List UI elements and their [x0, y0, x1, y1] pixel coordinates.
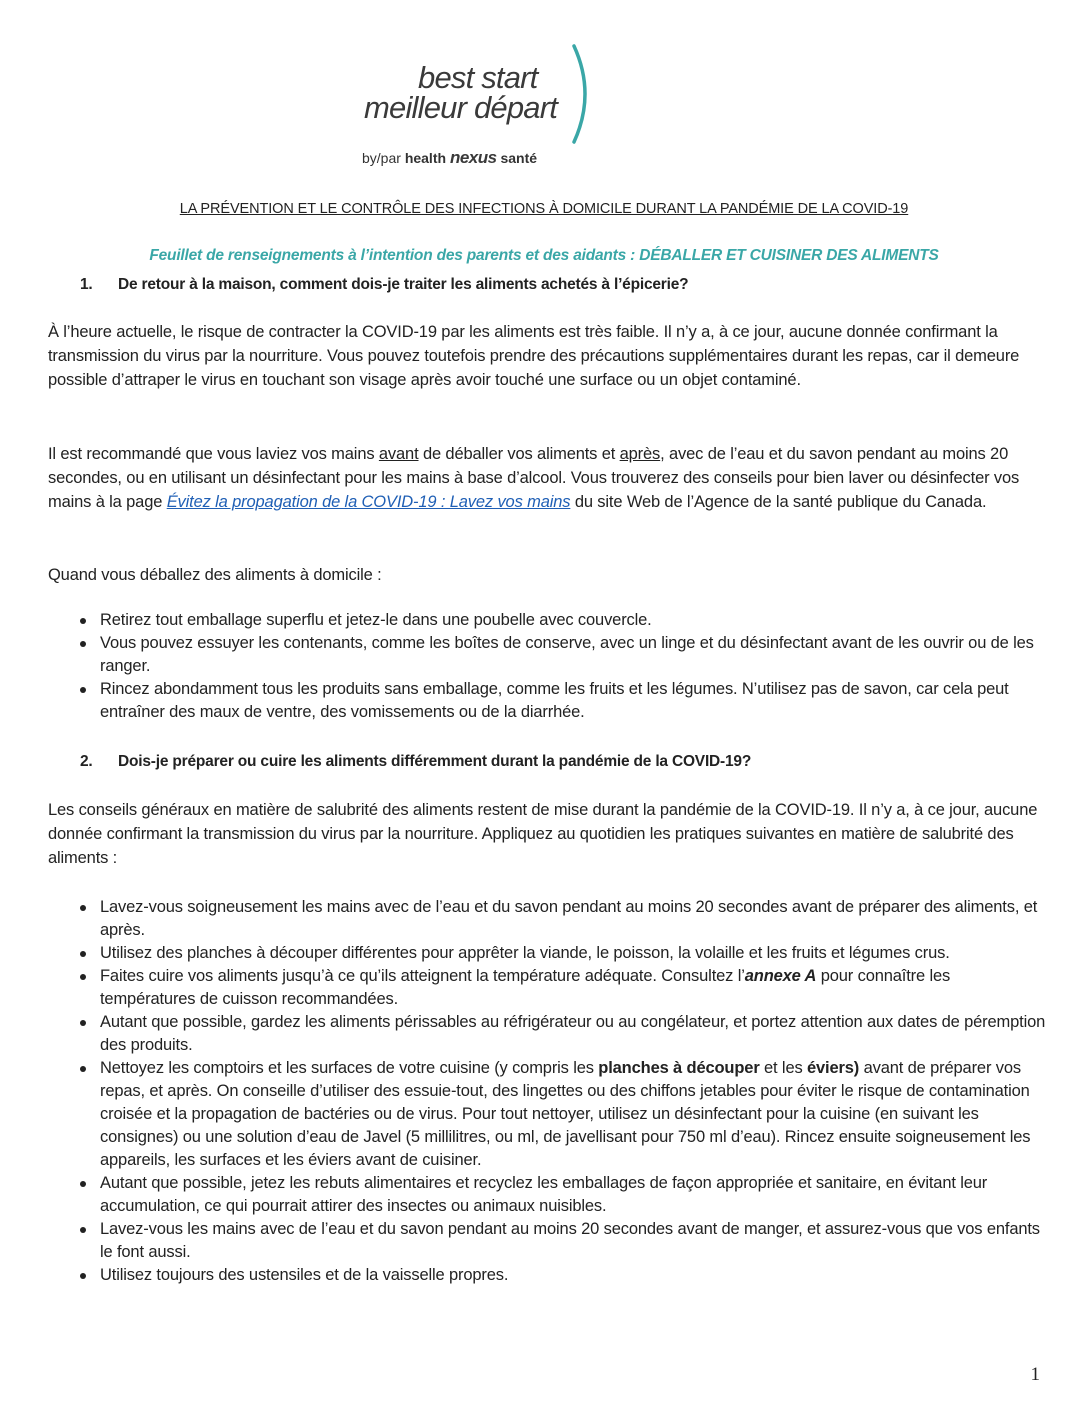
item-text: avant de préparer vos repas, et après. On conseille d’utiliser des essuie-tout, des lingettes ou des chiffons jetables pour éviter le risque de contamination croisée et la propagation de bactéries ou de virus. Pour tout nettoyer, utilisez un désinfectant pour la cuisine (en suivant les consignes) ou une solution d’eau de Javel (5 millilitres, ou ml, de javellisant pour 750 ml d’eau). Rincez ensuite soigneusement les appareils, les surfaces et les éviers avant de cuisiner.: [100, 1059, 1031, 1169]
list-item: Utilisez toujours des ustensiles et de la vaisselle propres.: [78, 1264, 1048, 1287]
para-text: de déballer vos aliments et: [418, 445, 620, 463]
emphasis-planches: planches à découper: [598, 1059, 760, 1077]
item-text: Faites cuire vos aliments jusqu’à ce qu’ils atteignent la température adéquate. Consultez l’: [100, 967, 745, 985]
emphasis-avant: avant: [378, 445, 419, 463]
para-text: , avec de l’eau et du savon pendant au moins 20 secondes, ou en utilisant un désinfectant pour les mains à base d’alcool. Vous trouverez des conseils pour bien laver ou désinfecter vos mains à la page: [48, 445, 1020, 511]
list-item: Lavez-vous les mains avec de l’eau et du savon pendant au moins 20 secondes avant de manger, et assurez-vous que vos enfants le font aussi.: [78, 1218, 1048, 1264]
byline-nexus: nexus: [449, 148, 497, 167]
list-item: Autant que possible, jetez les rebuts alimentaires et recyclez les emballages de façon appropriée et sanitaire, en évitant leur accumulation, ce qui pourrait attirer des insectes ou animaux nuisibles.: [78, 1172, 1048, 1218]
list-item: Autant que possible, gardez les aliments périssables au réfrigérateur ou au congélateur, et portez attention aux dates de péremption des produits.: [78, 1011, 1048, 1057]
section1-list-intro: Quand vous déballez des aliments à domicile :: [48, 566, 382, 584]
question-text: De retour à la maison, comment dois-je traiter les aliments achetés à l’épicerie?: [118, 276, 689, 293]
question-number: 2.: [80, 753, 93, 770]
item-text: Nettoyez les comptoirs et les surfaces de votre cuisine (y compris les: [100, 1059, 599, 1077]
question-2: [80, 753, 751, 771]
section1-bullet-list: [78, 609, 1048, 724]
document-subtitle: Feuillet de renseignements à l’intention des parents et des aidants : DÉBALLER ET CUISINER DES ALIMENTS: [149, 247, 939, 264]
item-text: pour connaître les températures de cuisson recommandées.: [100, 967, 951, 1008]
section2-bullet-list: [78, 896, 1048, 1287]
section2-paragraph-1: Les conseils généraux en matière de salubrité des aliments restent de mise durant la pandémie de la COVID-19. Il n’y a, à ce jour, aucune donnée confirmant la transmission du virus par la nourriture. Appliquez au quotidien les pratiques suivantes en matière de salubrité des aliments :: [48, 801, 1038, 867]
logo-line-1: best start: [418, 60, 538, 95]
list-item: [78, 1057, 1048, 1172]
phac-handwashing-link[interactable]: Évitez la propagation de la COVID-19 : Lavez vos mains: [166, 493, 571, 511]
item-text: et les: [759, 1059, 807, 1077]
list-item: Vous pouvez essuyer les contenants, comme les boîtes de conserve, avec un linge et du désinfectant avant de les ouvrir ou de les ranger.: [78, 632, 1048, 678]
list-item: Retirez tout emballage superflu et jetez-le dans une poubelle avec couvercle.: [78, 609, 1048, 632]
section1-paragraph-1: À l’heure actuelle, le risque de contracter la COVID-19 par les aliments est très faible. Il n’y a, à ce jour, aucune donnée confirmant la transmission du virus par la nourriture. Vous pouvez toutefois prendre des précautions supplémentaires durant les repas, car il demeure possible d’attraper le virus en touchant son visage après avoir touché une surface ou un objet contaminé.: [48, 323, 1020, 389]
para-text: Il est recommandé que vous laviez vos mains: [48, 445, 379, 463]
para-text: du site Web de l’Agence de la santé publique du Canada.: [570, 493, 987, 511]
list-item: Lavez-vous soigneusement les mains avec de l’eau et du savon pendant au moins 20 secondes avant de préparer des aliments, et après.: [78, 896, 1048, 942]
question-text: Dois-je préparer ou cuire les aliments différemment durant la pandémie de la COVID-19?: [118, 753, 752, 770]
section1-paragraph-2: [48, 442, 1038, 514]
list-item: Utilisez des planches à découper différentes pour apprêter la viande, le poisson, la volaille et les fruits et légumes crus.: [78, 942, 1048, 965]
byline-health: health: [404, 150, 450, 166]
emphasis-apres: après: [619, 445, 661, 463]
list-item: [78, 965, 1048, 1011]
question-1: [80, 276, 688, 294]
emphasis-eviers: éviers): [807, 1059, 860, 1077]
document-title: LA PRÉVENTION ET LE CONTRÔLE DES INFECTIONS À DOMICILE DURANT LA PANDÉMIE DE LA COVID-19: [179, 201, 909, 217]
list-item: Rincez abondamment tous les produits sans emballage, comme les fruits et les légumes. N’utilisez pas de savon, car cela peut entraîner des maux de ventre, des vomissements ou de la diarrhée.: [78, 678, 1048, 724]
logo-byline: [362, 148, 537, 168]
logo-arc-icon: [570, 44, 596, 144]
best-start-logo: [360, 52, 630, 172]
byline-sante: santé: [496, 150, 538, 166]
logo-line-2: meilleur départ: [364, 90, 558, 125]
page-number: 1: [1030, 1364, 1040, 1385]
question-number: 1.: [80, 276, 93, 293]
annexe-a-reference: annexe A: [744, 967, 817, 985]
byline-prefix: by/par: [362, 150, 405, 166]
